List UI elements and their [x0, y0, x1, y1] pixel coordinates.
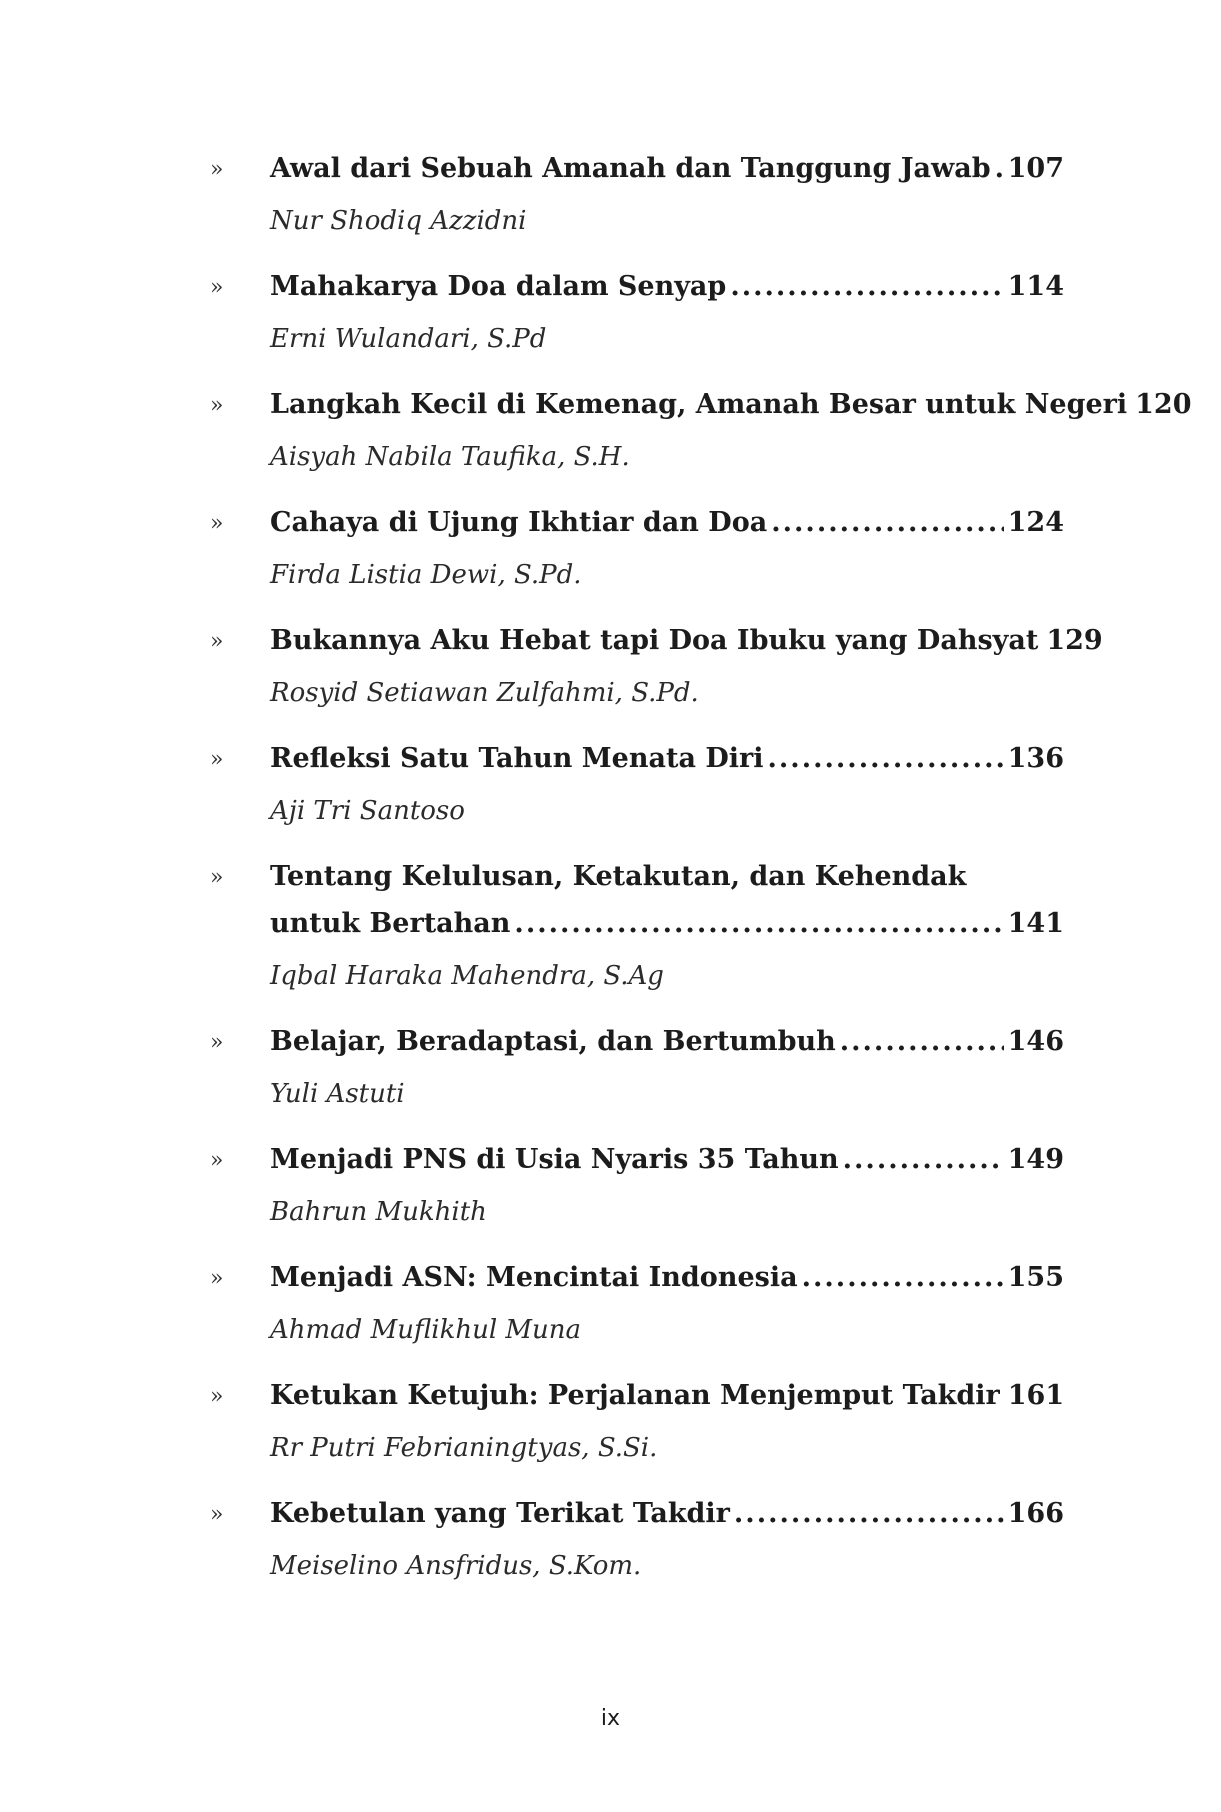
entry-block [270, 153, 1064, 242]
entry-block [270, 625, 1103, 714]
entry-title-line [270, 1026, 1064, 1073]
entry-block [270, 743, 1064, 832]
entry-title-line [270, 153, 1064, 200]
entry-title: Mahakarya Doa dalam Senyap [270, 271, 727, 302]
dot-leader [802, 1262, 1004, 1293]
dot-leader [730, 271, 1003, 302]
entry-title-line [270, 743, 1064, 790]
bullet: » [210, 1266, 224, 1291]
entry-author: Bahrun Mukhith [270, 1197, 487, 1227]
entry-title: Cahaya di Ujung Ikhtiar dan Doa [270, 507, 768, 538]
entry-title-line [270, 271, 1064, 318]
entry-title: Kebetulan yang Terikat Takdir [270, 1498, 730, 1529]
entry-block [270, 1144, 1064, 1233]
entry-page-number: 166 [1007, 1498, 1064, 1529]
toc-entry [0, 153, 1221, 271]
entry-page-number: 155 [1007, 1262, 1064, 1293]
bullet: » [210, 1502, 224, 1527]
bullet: » [210, 865, 224, 890]
entry-block [270, 1026, 1064, 1115]
entry-author: Yuli Astuti [270, 1079, 405, 1109]
entry-block [270, 507, 1064, 596]
entry-block [270, 1498, 1064, 1587]
entry-title-line [270, 389, 1192, 436]
entry-author: Erni Wulandari, S.Pd [270, 324, 547, 354]
entry-author: Ahmad Muflikhul Muna [270, 1315, 582, 1345]
entry-author: Meiselino Ansfridus, S.Kom. [270, 1551, 642, 1581]
bullet: » [210, 747, 224, 772]
dot-leader [768, 743, 1004, 774]
entry-title-line [270, 1262, 1064, 1309]
entry-title: Ketukan Ketujuh: Perjalanan Menjemput Takdir [270, 1380, 1000, 1411]
bullet: » [210, 1384, 224, 1409]
entry-title-line [270, 1144, 1064, 1191]
bullet: » [210, 393, 224, 418]
page-folio: ix [600, 1706, 621, 1731]
entry-author: Rr Putri Febrianingtyas, S.Si. [270, 1433, 658, 1463]
dot-leader [995, 153, 1004, 184]
toc-entry [0, 507, 1221, 625]
entry-title: Menjadi PNS di Usia Nyaris 35 Tahun [270, 1144, 839, 1175]
dot-leader [843, 1144, 1004, 1175]
entry-title: Tentang Kelulusan, Ketakutan, dan Kehendak [270, 861, 967, 892]
toc-entry [0, 1144, 1221, 1262]
entry-title-line-2 [270, 908, 1064, 955]
bullet: » [210, 511, 224, 536]
entry-title-line-1 [270, 861, 1064, 908]
entry-title-line [270, 1498, 1064, 1545]
entry-block [270, 1380, 1064, 1469]
bullet: » [210, 629, 224, 654]
entry-page-number: 141 [1007, 908, 1064, 939]
entry-page-number: 136 [1007, 743, 1064, 774]
toc-entry [0, 743, 1221, 861]
table-of-contents [0, 153, 1221, 1616]
entry-title-line [270, 625, 1103, 672]
entry-title-line [270, 507, 1064, 554]
entry-author: Nur Shodiq Azzidni [270, 206, 527, 236]
entry-title: Belajar, Beradaptasi, dan Bertumbuh [270, 1026, 836, 1057]
toc-entry [0, 1026, 1221, 1144]
entry-title: Bukannya Aku Hebat tapi Doa Ibuku yang Dahsyat [270, 625, 1039, 656]
entry-title: Refleksi Satu Tahun Menata Diri [270, 743, 764, 774]
toc-entry [0, 1380, 1221, 1498]
entry-author: Firda Listia Dewi, S.Pd. [270, 560, 582, 590]
entry-author: Rosyid Setiawan Zulfahmi, S.Pd. [270, 678, 699, 708]
entry-page-number: 107 [1007, 153, 1064, 184]
entry-title-continuation: untuk Bertahan [270, 908, 511, 939]
bullet: » [210, 1148, 224, 1173]
dot-leader [840, 1026, 1004, 1057]
entry-block [270, 389, 1192, 478]
bullet: » [210, 157, 224, 182]
toc-entry [0, 1262, 1221, 1380]
toc-entry [0, 271, 1221, 389]
toc-entry [0, 389, 1221, 507]
entry-page-number: 149 [1007, 1144, 1064, 1175]
bullet: » [210, 275, 224, 300]
entry-title-line [270, 1380, 1064, 1427]
entry-author: Iqbal Haraka Mahendra, S.Ag [270, 961, 664, 991]
entry-page-number: 129 [1046, 625, 1103, 656]
entry-author: Aji Tri Santoso [270, 796, 465, 826]
entry-page-number: 120 [1135, 389, 1192, 420]
toc-entry [0, 1498, 1221, 1616]
entry-author: Aisyah Nabila Taufika, S.H. [270, 442, 630, 472]
entry-page-number: 114 [1007, 271, 1064, 302]
entry-block [270, 861, 1064, 997]
toc-entry [0, 861, 1221, 1026]
entry-title: Awal dari Sebuah Amanah dan Tanggung Jawab [270, 153, 991, 184]
dot-leader [734, 1498, 1004, 1529]
entry-title: Langkah Kecil di Kemenag, Amanah Besar untuk Negeri [270, 389, 1128, 420]
dot-leader [514, 908, 1003, 939]
entry-page-number: 124 [1007, 507, 1064, 538]
entry-page-number: 146 [1007, 1026, 1064, 1057]
entry-page-number: 161 [1007, 1380, 1065, 1411]
entry-block [270, 271, 1064, 360]
entry-block [270, 1262, 1064, 1351]
entry-title: Menjadi ASN: Mencintai Indonesia [270, 1262, 798, 1293]
dot-leader [771, 507, 1003, 538]
toc-entry [0, 625, 1221, 743]
bullet: » [210, 1030, 224, 1055]
